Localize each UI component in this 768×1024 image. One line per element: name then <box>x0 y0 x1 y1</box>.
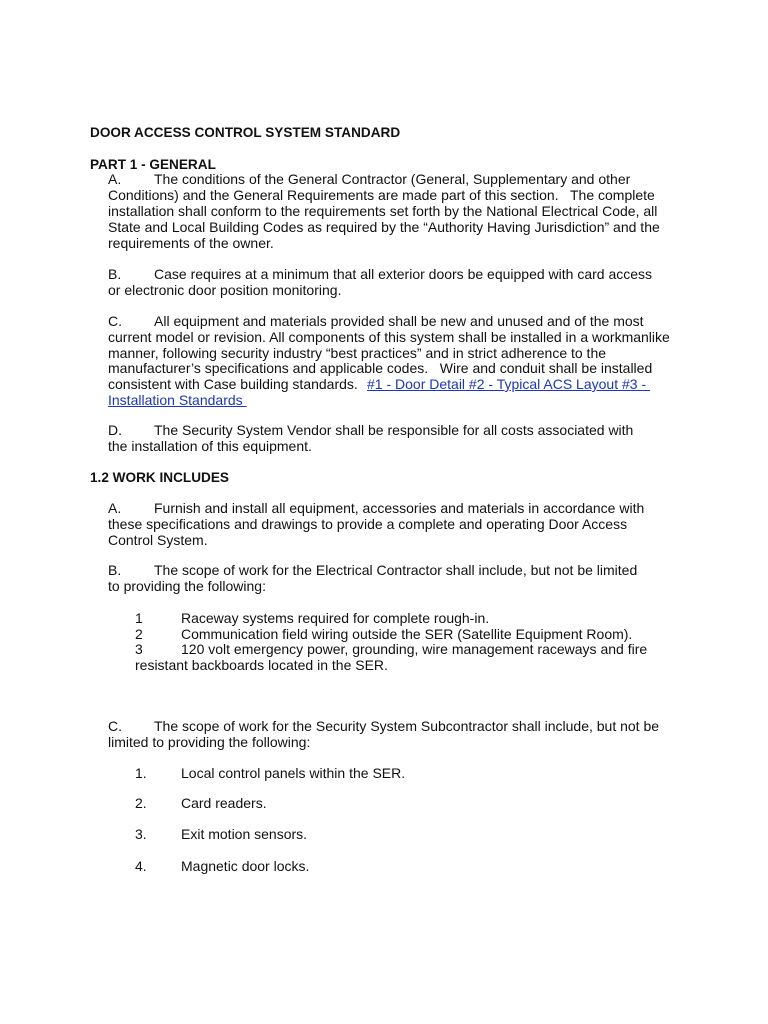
work-c-letter: C. <box>108 718 122 734</box>
work-b-item-text: Raceway systems required for complete rough-in. <box>181 610 490 626</box>
part1-a-letter: A. <box>108 171 122 187</box>
drawing-links[interactable]: #1 - Door Detail #2 - Typical ACS Layout #3 - <box>367 376 650 392</box>
work-b-line: The scope of work for the Electrical Contractor shall include, but not be limited <box>154 562 638 578</box>
part1-a-line: State and Local Building Codes as required by the “Authority Having Jurisdiction” and the <box>108 219 660 235</box>
work-includes-heading: 1.2 WORK INCLUDES <box>90 470 229 485</box>
part1-d-line: the installation of this equipment. <box>108 438 312 454</box>
part1-d-line: The Security System Vendor shall be responsible for all costs associated with <box>154 422 634 438</box>
work-c-item-text: Magnetic door locks. <box>181 858 310 874</box>
part1-a-line: installation shall conform to the requirements set forth by the National Electrical Code, all <box>108 203 658 219</box>
work-b-line: to providing the following: <box>108 578 266 594</box>
work-a-letter: A. <box>108 500 122 516</box>
work-c-item-text: Local control panels within the SER. <box>181 765 406 781</box>
installation-standards-link[interactable]: Installation Standards <box>108 392 247 408</box>
work-c-item-number: 1. <box>135 765 147 781</box>
work-b-item-number: 1 <box>135 610 143 626</box>
part1-d-letter: D. <box>108 422 122 438</box>
work-c-item-number: 4. <box>135 858 147 874</box>
part1-c-line: manufacturer’s specifications and applicable codes. Wire and conduit shall be installed <box>108 360 653 376</box>
part1-b-letter: B. <box>108 266 122 282</box>
part1-c-line: manner, following security industry “best practices” and in strict adherence to the <box>108 345 607 361</box>
part1-b-line: Case requires at a minimum that all exterior doors be equipped with card access <box>154 266 653 282</box>
work-a-line: Furnish and install all equipment, accessories and materials in accordance with <box>154 500 645 516</box>
work-c-item-text: Card readers. <box>181 795 267 811</box>
part1-c-letter: C. <box>108 313 122 329</box>
work-c-line: limited to providing the following: <box>108 734 311 750</box>
work-b-item-number: 3 <box>135 641 143 657</box>
part1-c-line: consistent with Case building standards. <box>108 376 358 392</box>
part1-a-line: The conditions of the General Contractor (General, Supplementary and other <box>154 171 631 187</box>
part1-a-line: Conditions) and the General Requirements are made part of this section. The complete <box>108 187 655 203</box>
work-c-item-text: Exit motion sensors. <box>181 826 308 842</box>
work-c-item-number: 3. <box>135 826 147 842</box>
work-b-item-number: 2 <box>135 626 143 642</box>
work-c-line: The scope of work for the Security System Subcontractor shall include, but not be <box>154 718 660 734</box>
work-b-item-text: 120 volt emergency power, grounding, wire management raceways and fire <box>181 641 648 657</box>
work-b-item-text: Communication field wiring outside the SER (Satellite Equipment Room). <box>181 626 633 642</box>
work-b-letter: B. <box>108 562 122 578</box>
work-b-item-text-continued: resistant backboards located in the SER. <box>135 657 388 673</box>
document-title: DOOR ACCESS CONTROL SYSTEM STANDARD <box>90 125 401 140</box>
part1-b-line: or electronic door position monitoring. <box>108 282 342 298</box>
work-a-line: these specifications and drawings to provide a complete and operating Door Access <box>108 516 628 532</box>
part1-c-line: All equipment and materials provided shall be new and unused and of the most <box>154 313 644 329</box>
work-c-item-number: 2. <box>135 795 147 811</box>
part1-c-line: current model or revision. All components of this system shall be installed in a workmanlike <box>108 329 670 345</box>
part1-a-line: requirements of the owner. <box>108 235 274 251</box>
part1-heading: PART 1 - GENERAL <box>90 157 216 172</box>
work-a-line: Control System. <box>108 532 208 548</box>
